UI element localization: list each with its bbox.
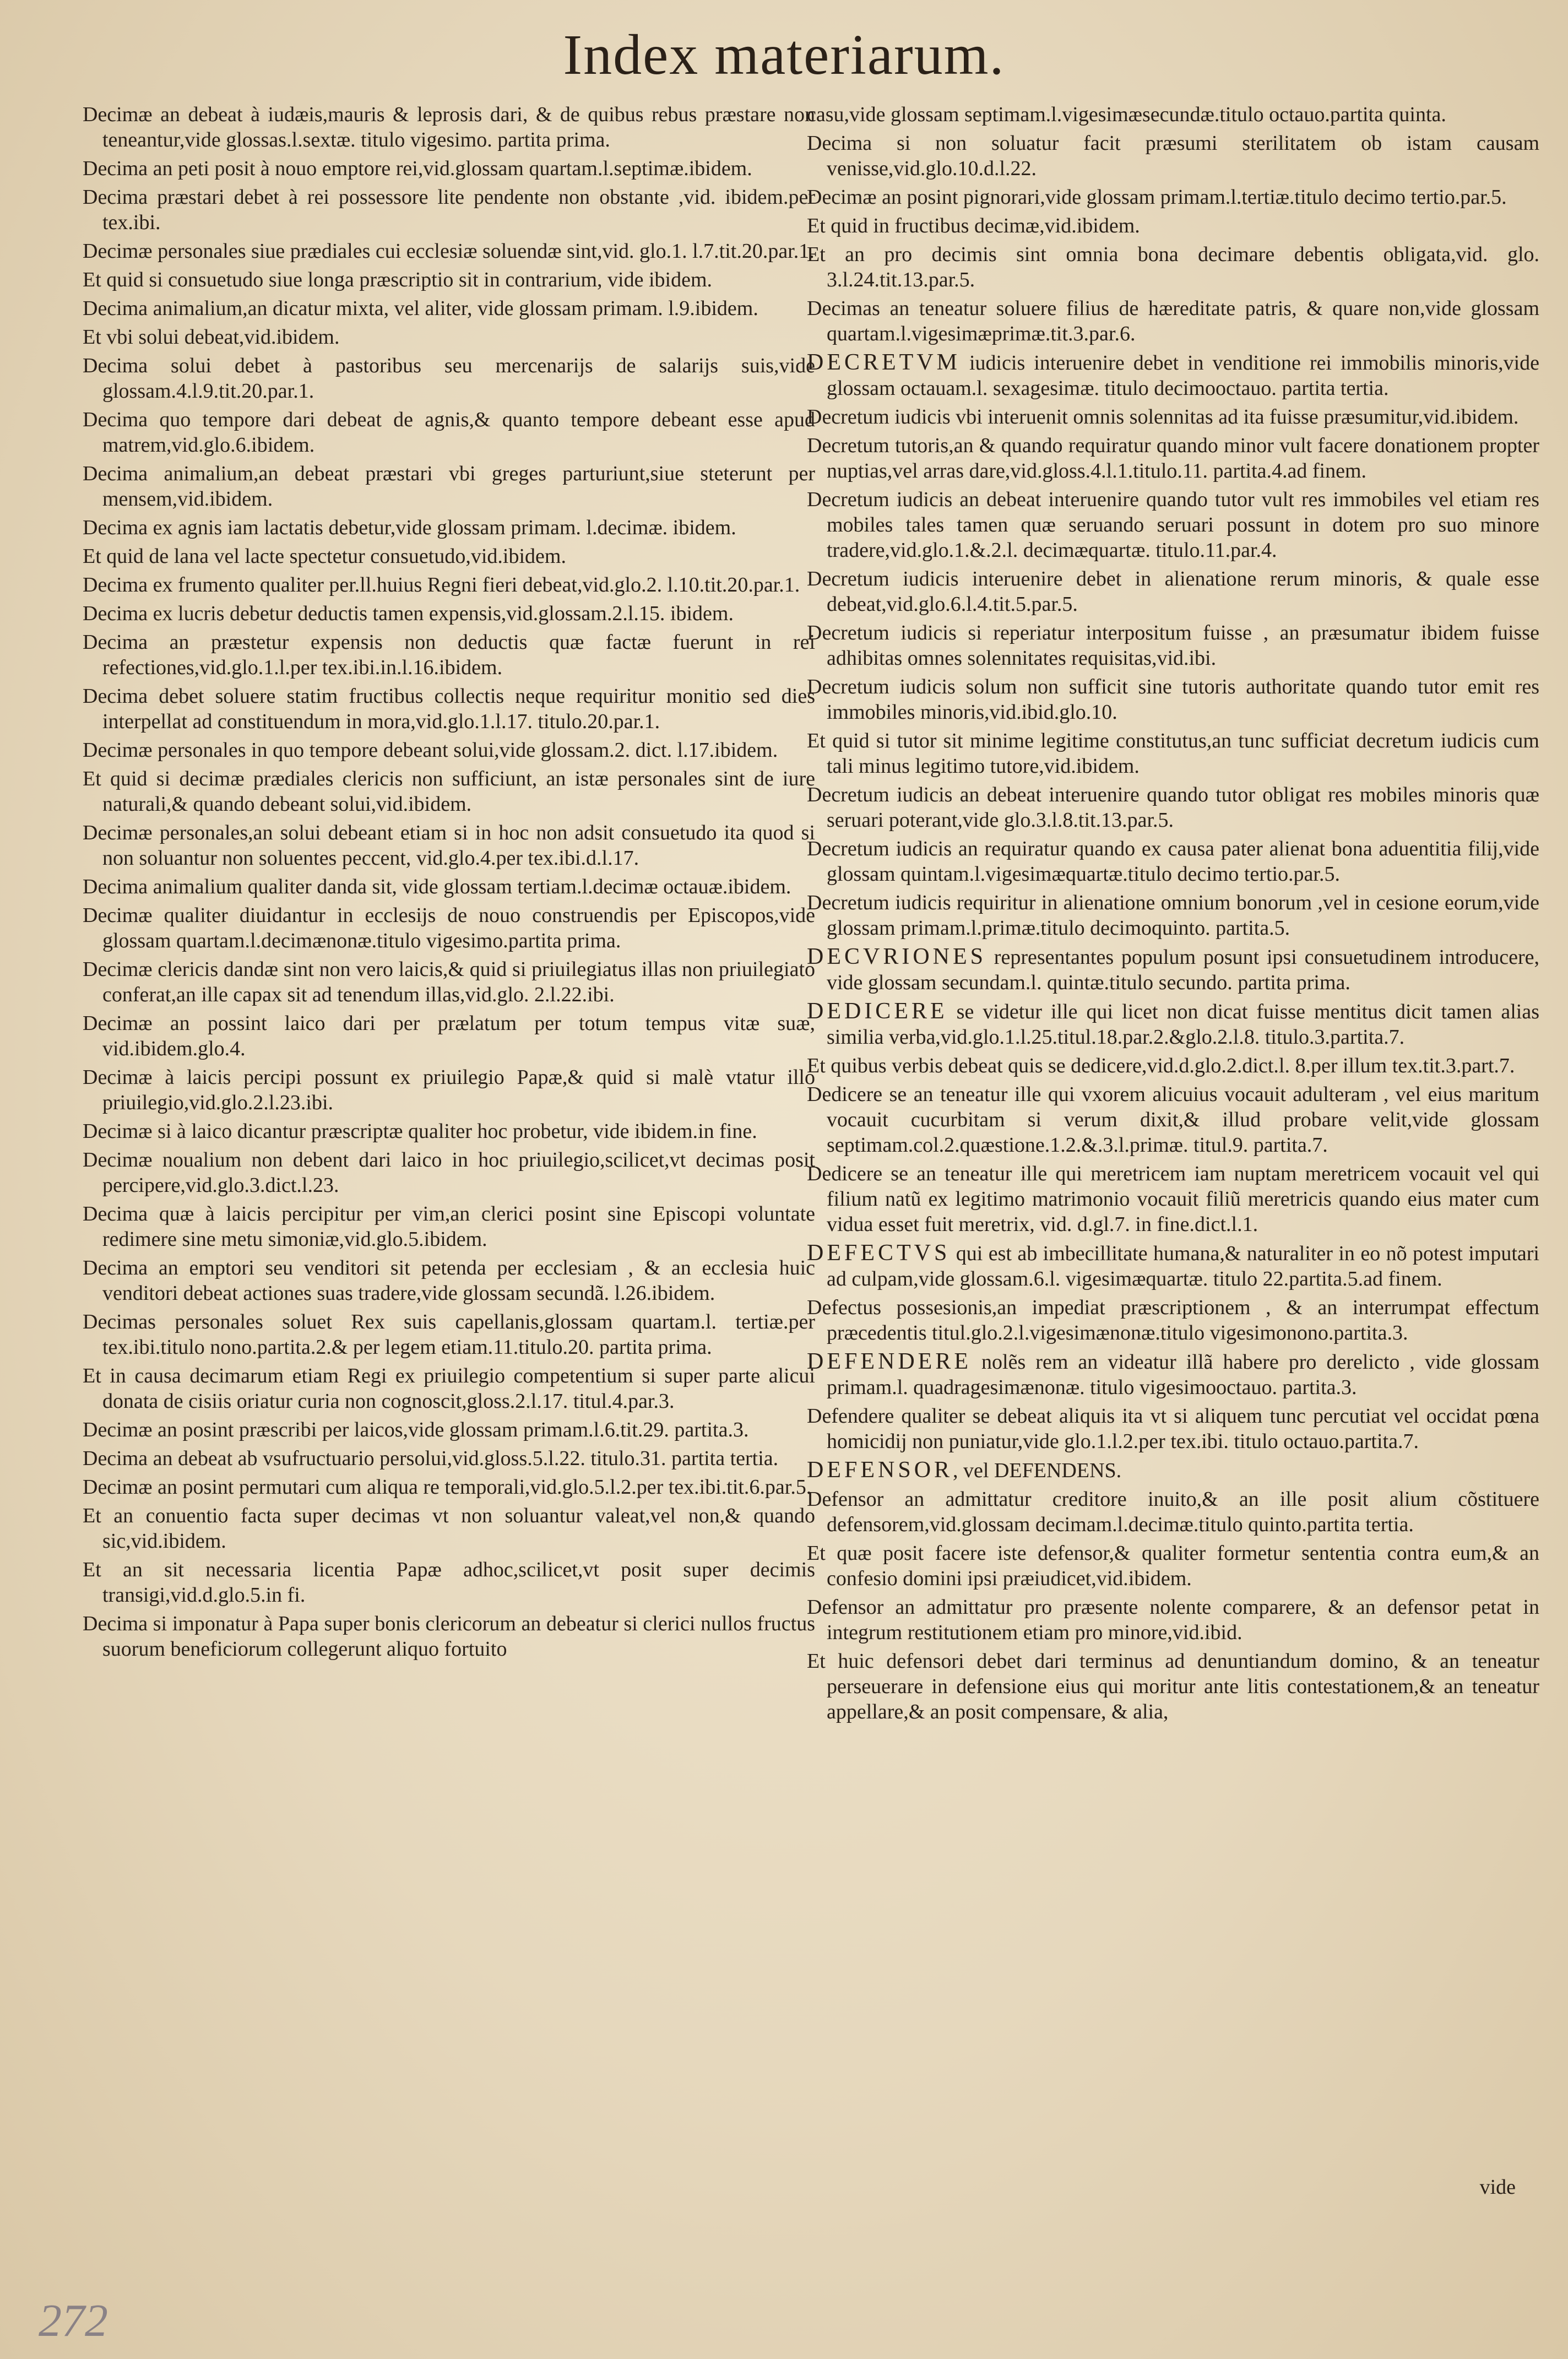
entry-text: Decretum iudicis an debeat interuenire quando tutor vult res immobiles vel etiam res mobiles tales tamen quæ seruando seruari possunt in dotem pro suo minore tradere,vid.glo.1.&.2.l. decimæquartæ. titulo.11.par.4. (807, 488, 1539, 562)
entry-text: Decimas an teneatur soluere filius de hæreditate patris, & quare non,vide glossam quartam.l.vigesimæprimæ.tit.3.par.6. (807, 297, 1539, 345)
entry-text: Dedicere se an teneatur ille qui vxorem alicuius vocauit adulteram , vel eius maritum vocauit cucurbitam si verum dixit,& illud probare velit,vide glossam septimam.col.2.quæstione.1.2.&.3.l.primæ. titul.9. partita.7. (807, 1083, 1539, 1157)
page-number: 272 (39, 2295, 108, 2346)
entry-text: iudicis interuenire debet in venditione rei immobilis minoris,vide glossam octauam.l. sexagesimæ. titulo decimooctauo. partita tertia. (827, 351, 1539, 400)
index-entry: Decimæ personales siue prædiales cui ecclesiæ soluendæ sint,vid. glo.1. l.7.tit.20.par.1. (83, 240, 815, 263)
entry-text: Dedicere se an teneatur ille qui meretricem iam nuptam meretricem vocauit vel qui filium natũ ex legitimo matrimonio vocauit filiũ meretricis quando eius mater cum vidua esset fuit meretrix, vid. d.gl.7. in fine.dict.l.1. (807, 1162, 1539, 1236)
index-entry: Et quid si consuetudo siue longa præscriptio sit in contrarium, vide ibidem. (83, 268, 713, 291)
entry-headword: DEFENSOR (807, 1457, 953, 1483)
catchword: vide (1479, 2176, 1516, 2199)
index-entry (807, 728, 1539, 779)
index-entry (807, 185, 1539, 210)
index-entry (807, 131, 1539, 181)
index-entry (807, 1648, 1539, 1724)
entry-headword: DEDICERE (807, 999, 948, 1024)
index-entry (807, 1595, 1539, 1645)
index-entry: Decima solui debet à pastoribus seu mercenarijs de salarijs suis,vide glossam.4.l.9.tit.20.par.1. (83, 354, 815, 403)
entry-text: Et quæ posit facere iste defensor,& qualiter formetur sententia contra eum,& an confesio domini ipsi præiudicet,vid.ibidem. (807, 1542, 1539, 1590)
index-entry: Et an sit necessaria licentia Papæ adhoc,scilicet,vt posit super decimis transigi,vid.d.glo.5.in fi. (83, 1558, 815, 1607)
index-entry: Decima an emptori seu venditori sit petenda per ecclesiam , & an ecclesia huic venditori debeat actiones suas tradere,vide glossam secundã. l.26.ibidem. (83, 1256, 815, 1305)
index-entry (807, 1403, 1539, 1454)
index-entry: Decima an debeat ab vsufructuario persolui,vid.gloss.5.l.22. titulo.31. partita tertia. (83, 1447, 779, 1470)
entry-text: se videtur ille qui licet non dicat fuisse mentitus dicit tamen alias similia verba,vid.glo.1.l.25.titul.18.par.2.&glo.2.l.8. titulo.3.partita.7. (827, 1000, 1539, 1049)
index-entry: Decima animalium,an dicatur mixta, vel aliter, vide glossam primam. l.9.ibidem. (83, 297, 758, 320)
index-entry: Decima ex agnis iam lactatis debetur,vide glossam primam. l.decimæ. ibidem. (83, 516, 736, 539)
entry-text: Decretum iudicis interuenire debet in alienatione rerum minoris, & quale esse debeat,vid.glo.6.l.4.tit.5.par.5. (807, 567, 1539, 616)
index-entry (807, 782, 1539, 833)
entry-text: qui est ab imbecillitate humana,& naturaliter in eo nõ potest imputari ad culpam,vide glossam.6.l. vigesimæquartæ. titulo 22.partita.5.ad finem. (827, 1242, 1539, 1290)
entry-text: Defectus possesionis,an impediat præscriptionem , & an interrumpat effectum præcedentis titul.glo.2.l.vigesimænonæ.titulo vigesimonono.partita.3. (807, 1296, 1539, 1344)
index-entry (807, 1240, 1539, 1292)
entry-text: Et quid si tutor sit minime legitime constitutus,an tunc sufficiat decretum iudicis cum tali minus legitimo tutore,vid.ibidem. (807, 729, 1539, 778)
index-entry: Decimæ clericis dandæ sint non vero laicis,& quid si priuilegiatus illas non priuilegiato conferat,an ille capax sit ad tenendum illas,vid.glo. 2.l.22.ibi. (83, 958, 815, 1006)
entry-text: Defendere qualiter se debeat aliquis ita vt si aliquem tunc percutiat vel occidat pœna homicidij non puniatur,vide glo.1.l.2.per tex.ibi. titulo octauo.partita.7. (807, 1404, 1539, 1453)
entry-text: Decretum iudicis an debeat interuenire quando tutor obligat res mobiles minoris quæ seruari poterant,vide glo.3.l.8.tit.13.par.5. (807, 783, 1539, 832)
index-entry (807, 620, 1539, 671)
index-entry (807, 1541, 1539, 1591)
entry-text: representantes populum posunt ipsi consuetudinem introducere, vide glossam secundam.l. quintæ.titulo secundo. partita prima. (827, 946, 1539, 994)
entry-text: Decimæ an posint pignorari,vide glossam primam.l.tertiæ.titulo decimo tertio.par.5. (807, 186, 1507, 209)
right-column (807, 102, 1539, 1728)
index-entry: Decima an præstetur expensis non deductis quæ factæ fuerunt in rei refectiones,vid.glo.1.l.per tex.ibi.in.l.16.ibidem. (83, 631, 815, 679)
index-entry (807, 1487, 1539, 1537)
index-entry: Decimæ si à laico dicantur præscriptæ qualiter hoc probetur, vide ibidem.in fine. (83, 1120, 757, 1143)
index-entry: Et an conuentio facta super decimas vt non soluantur valeat,vel non,& quando sic,vid.ibidem. (83, 1504, 815, 1553)
entry-text: Et an pro decimis sint omnia bona decimare debentis obligata,vid. glo. 3.l.24.tit.13.par.5. (807, 243, 1539, 291)
entry-text: Decretum iudicis an requiratur quando ex causa pater alienat bona aduentitia filij,vide glossam quintam.l.vigesimæquartæ.titulo decimo tertio.par.5. (807, 837, 1539, 886)
index-entry: Decimæ an debeat à iudæis,mauris & leprosis dari, & de quibus rebus præstare non teneantur,vide glossas.l.sextæ. titulo vigesimo. partita prima. (83, 103, 815, 151)
index-entry: Decima ex lucris debetur deductis tamen expensis,vid.glossam.2.l.15. ibidem. (83, 602, 734, 625)
entry-text: Defensor an admittatur creditore inuito,& an ille posit alium cõstituere defensorem,vid.glossam decimam.l.decimæ.titulo quinto.partita tertia. (807, 1488, 1539, 1536)
index-entry (807, 1349, 1539, 1400)
index-entry (807, 944, 1539, 995)
index-entry: Et vbi solui debeat,vid.ibidem. (83, 326, 340, 349)
entry-headword: DEFECTVS (807, 1240, 951, 1266)
index-entry: Decimæ à laicis percipi possunt ex priuilegio Papæ,& quid si malè vtatur illo priuilegio,vid.glo.2.l.23.ibi. (83, 1066, 815, 1114)
index-entry: Decima si imponatur à Papa super bonis clericorum an debeatur si clerici nullos fructus suorum beneficiorum collegerunt aliquo fortuito (83, 1612, 815, 1661)
index-entry (807, 102, 1539, 127)
entry-text: Decretum tutoris,an & quando requiratur quando minor vult facere donationem propter nuptias,vel arras dare,vid.gloss.4.l.1.titulo.11. partita.4.ad finem. (807, 434, 1539, 482)
index-entry: Decima animalium,an debeat præstari vbi greges parturiunt,siue steterunt per mensem,vid.ibidem. (83, 462, 815, 511)
left-column (83, 102, 815, 1665)
index-entry (807, 836, 1539, 887)
index-entry: Decimas personales soluet Rex suis capellanis,glossam quartam.l. tertiæ.per tex.ibi.titulo nono.partita.2.& per legem etiam.11.titulo.20. partita prima. (83, 1310, 815, 1359)
index-entry (807, 213, 1539, 238)
entry-headword: DECVRIONES (807, 944, 987, 969)
index-entry: Decimæ noualium non debent dari laico in hoc priuilegio,scilicet,vt decimas posit percipere,vid.glo.3.dict.l.23. (83, 1148, 815, 1197)
entry-text: Decretum iudicis si reperiatur interpositum fuisse , an præsumatur ibidem fuisse adhibitas omnes solennitates requisitas,vid.ibi. (807, 621, 1539, 670)
page-header-title: Index materiarum. (563, 23, 1005, 86)
entry-text: Et quibus verbis debeat quis se dedicere,vid.d.glo.2.dict.l. 8.per illum tex.tit.3.part.7. (807, 1054, 1515, 1077)
index-entry (807, 1295, 1539, 1346)
index-entry: Et quid de lana vel lacte spectetur consuetudo,vid.ibidem. (83, 545, 566, 568)
entry-text: Decretum iudicis requiritur in alienatione omnium bonorum ,vel in cesione eorum,vide glossam primam.l.primæ.titulo decimoquinto. partita.5. (807, 891, 1539, 940)
index-entry: Decimæ an possint laico dari per prælatum per totum tempus vitæ suæ, vid.ibidem.glo.4. (83, 1012, 815, 1060)
index-entry (807, 566, 1539, 617)
index-entry (807, 890, 1539, 941)
entry-text: Et huic defensori debet dari terminus ad denuntiandum domino, & an teneatur perseuerare in defensione eius qui moritur ante litis contestationem,& an teneatur appellare,& an posit compensare, & alia, (807, 1650, 1539, 1723)
index-entry (807, 1457, 1539, 1483)
index-entry (807, 487, 1539, 563)
index-entry: Decimæ an posint permutari cum aliqua re temporali,vid.glo.5.l.2.per tex.ibi.tit.6.par.5. (83, 1476, 812, 1499)
entry-text: Decima si non soluatur facit præsumi sterilitatem ob istam causam venisse,vid.glo.10.d.l.22. (807, 132, 1539, 180)
index-entry (807, 433, 1539, 484)
entry-text: Decretum iudicis vbi interuenit omnis solennitas ad ita fuisse præsumitur,vid.ibidem. (807, 405, 1519, 429)
index-entry (807, 296, 1539, 346)
index-entry: Decimæ personales,an solui debeant etiam si in hoc non adsit consuetudo ita quod si non soluantur non soluentes peccent, vid.glo.4.per tex.ibi.d.l.17. (83, 821, 815, 870)
entry-text: Et quid in fructibus decimæ,vid.ibidem. (807, 214, 1140, 237)
index-entry (807, 999, 1539, 1050)
entry-text: nolẽs rem an videatur illã habere pro derelicto , vide glossam primam.l. quadragesimænonæ. titulo vigesimooctauo. partita.3. (827, 1351, 1539, 1399)
index-entry: Decima ex frumento qualiter per.ll.huius Regni fieri debeat,vid.glo.2. l.10.tit.20.par.1. (83, 573, 800, 596)
index-entry (807, 674, 1539, 725)
index-entry: Decima debet soluere statim fructibus collectis neque requiritur monitio sed dies interpellat ad constituendum in mora,vid.glo.1.l.17. titulo.20.par.1. (83, 685, 815, 733)
index-entry: Decima an peti posit à nouo emptore rei,vid.glossam quartam.l.septimæ.ibidem. (83, 157, 752, 180)
entry-text: casu,vide glossam septimam.l.vigesimæsecundæ.titulo octauo.partita quinta. (807, 103, 1446, 126)
index-entry (807, 404, 1539, 430)
index-entry: Decima præstari debet à rei possessore lite pendente non obstante ,vid. ibidem.per tex.ibi. (83, 186, 815, 234)
index-entry: Et quid si decimæ prædiales clericis non sufficiunt, an istæ personales sint de iure naturali,& quando debeant solui,vid.ibidem. (83, 767, 815, 816)
index-entry (807, 350, 1539, 401)
entry-text: , vel DEFENDENS. (953, 1459, 1122, 1482)
index-entry: Decimæ an posint præscribi per laicos,vide glossam primam.l.6.tit.29. partita.3. (83, 1418, 749, 1441)
entry-text: Defensor an admittatur pro præsente nolente comparere, & an defensor petat in integrum restitutionem etiam pro minore,vid.ibid. (807, 1596, 1539, 1644)
entry-headword: DEFENDERE (807, 1349, 972, 1374)
index-entry: Decima quæ à laicis percipitur per vim,an clerici posint sine Episcopi voluntate redimere sine metu simoniæ,vid.glo.5.ibidem. (83, 1202, 815, 1251)
entry-text: Decretum iudicis solum non sufficit sine tutoris authoritate quando tutor emit res immobiles minoris,vid.ibid.glo.10. (807, 675, 1539, 724)
index-entry (807, 1053, 1539, 1078)
index-entry: Decima quo tempore dari debeat de agnis,& quanto tempore debeant esse apud matrem,vid.glo.6.ibidem. (83, 408, 815, 457)
index-entry: Decima animalium qualiter danda sit, vide glossam tertiam.l.decimæ octauæ.ibidem. (83, 875, 791, 898)
index-entry: Decimæ personales in quo tempore debeant solui,vide glossam.2. dict. l.17.ibidem. (83, 739, 778, 762)
index-entry: Decimæ qualiter diuidantur in ecclesijs de nouo construendis per Episcopos,vide glossam quartam.l.decimænonæ.titulo vigesimo.partita prima. (83, 904, 815, 952)
index-entry (807, 1082, 1539, 1158)
index-entry (807, 1161, 1539, 1237)
index-entry (807, 242, 1539, 292)
entry-headword: DECRETVM (807, 350, 961, 375)
index-entry: Et in causa decimarum etiam Regi ex priuilegio competentium si super parte alicui donata de cisiis oriatur curia non cognoscit,gloss.2.l.17. titul.4.par.3. (83, 1364, 815, 1413)
